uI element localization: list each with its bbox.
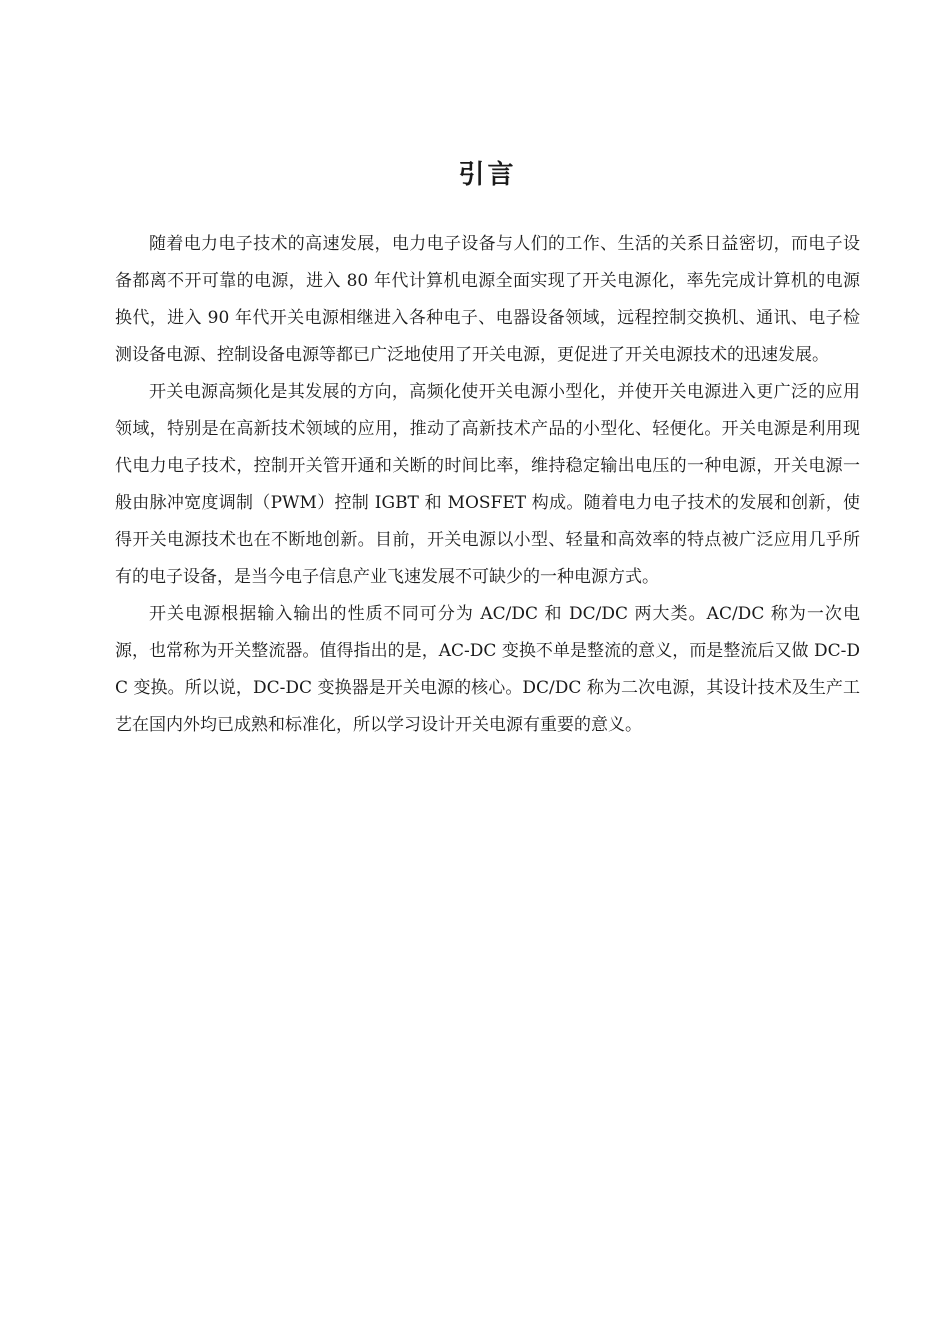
paragraph-2: 开关电源高频化是其发展的方向，高频化使开关电源小型化，并使开关电源进入更广泛的应用领域，特别是在高新技术领域的应用，推动了高新技术产品的小型化、轻便化。开关电源是利用现代电力电子技术，控制开关管开通和关断的时间比率，维持稳定输出电压的一种电源，开关电源一般由脉冲宽度调制（PWM）控制 IGBT 和 MOSFET 构成。随着电力电子技术的发展和创新，使得开关电源技术也在不断地创新。目前，开关电源以小型、轻量和高效率的特点被广泛应用几乎所有的电子设备，是当今电子信息产业飞速发展不可缺少的一种电源方式。 xyxy=(115,382,860,587)
paragraph-3: 开关电源根据输入输出的性质不同可分为 AC/DC 和 DC/DC 两大类。AC/DC 称为一次电源，也常称为开关整流器。值得指出的是，AC-DC 变换不单是整流的意义，而是整流后又做 DC-DC 变换。所以说，DC-DC 变换器是开关电源的核心。DC/DC 称为二次电源，其设计技术及生产工艺在国内外均已成熟和标准化，所以学习设计开关电源有重要的意义。 xyxy=(115,604,860,735)
paragraph-1: 随着电力电子技术的高速发展，电力电子设备与人们的工作、生活的关系日益密切，而电子设备都离不开可靠的电源，进入 80 年代计算机电源全面实现了开关电源化，率先完成计算机的电源换代，进入 90 年代开关电源相继进入各种电子、电器设备领域，远程控制交换机、通讯、电子检测设备电源、控制设备电源等都已广泛地使用了开关电源，更促进了开关电源技术的迅速发展。 xyxy=(115,234,860,365)
document-body xyxy=(115,226,860,744)
document-page xyxy=(115,0,860,1344)
page-title: 引言 xyxy=(458,160,517,191)
